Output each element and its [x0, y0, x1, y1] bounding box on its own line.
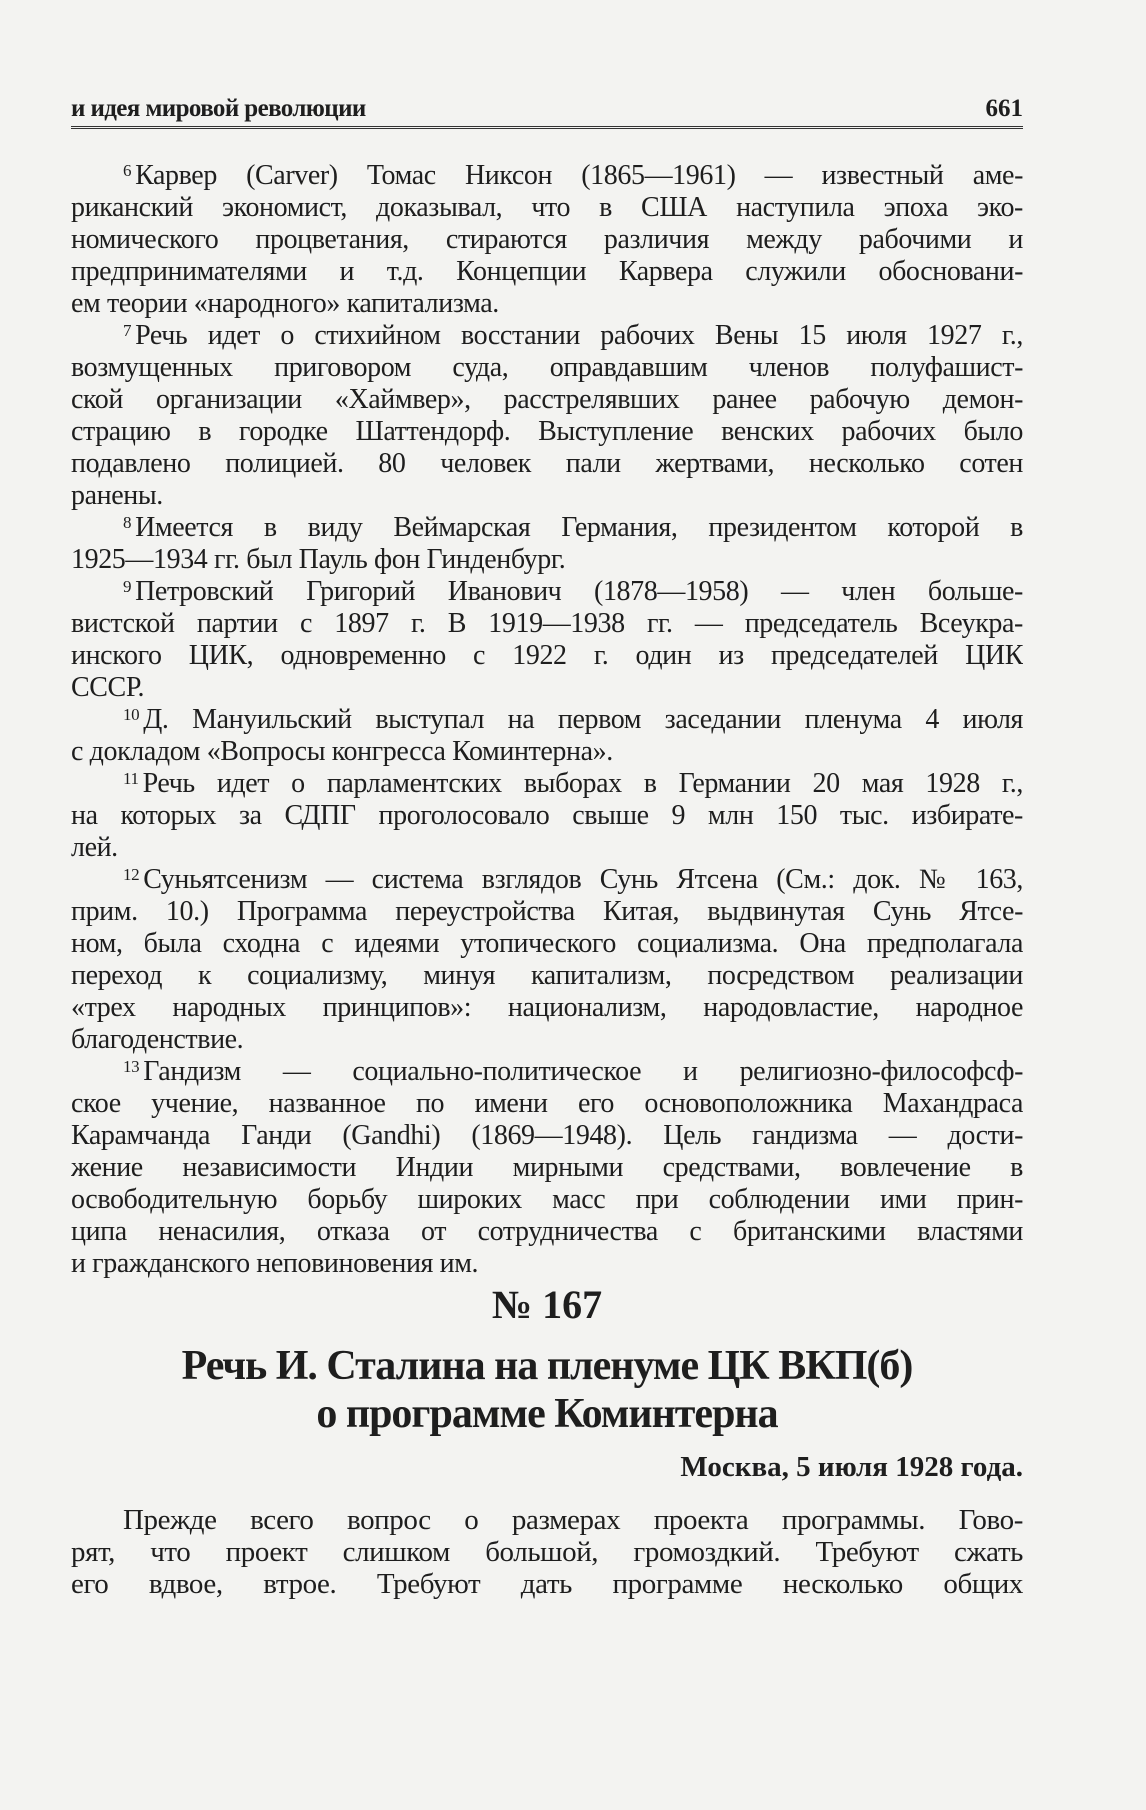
footnote-text: Суньятсенизм — система взглядов Сунь Ятсена (См.: док. № 163,	[143, 864, 1023, 895]
footnote-line	[71, 320, 1023, 352]
footnote-text: благоденствие.	[71, 1024, 244, 1055]
footnote-text: и гражданского неповиновения им.	[71, 1248, 479, 1279]
footnote-text: переход к социализму, минуя капитализм, посредством реализации	[71, 960, 1023, 991]
footnote-line	[71, 192, 1023, 224]
footnote-line	[71, 1152, 1023, 1184]
footnote-6	[71, 160, 1023, 320]
running-title: и идея мировой революции	[71, 95, 366, 122]
footnote-number: 12	[123, 865, 140, 884]
footnote-number: 11	[123, 769, 139, 788]
footnote-text: инского ЦИК, одновременно с 1922 г. один из председателей ЦИК	[71, 640, 1023, 671]
footnote-text: Карамчанда Ганди (Gandhi) (1869—1948). Цель гандизма — дости-	[71, 1120, 1023, 1151]
footnote-text: риканский экономист, доказывал, что в США наступила эпоха эко-	[71, 192, 1023, 223]
document-body	[71, 1504, 1023, 1600]
footnote-text: возмущенных приговором суда, оправдавшим членов полуфашист-	[71, 352, 1023, 383]
footnote-text: ское учение, названное по имени его основоположника Махандраса	[71, 1088, 1023, 1119]
document-title-line: о программе Коминтерна	[316, 1391, 778, 1437]
footnote-11	[71, 768, 1023, 864]
footnote-text: Гандизм — социально-политическое и религиозно-философсф-	[143, 1056, 1023, 1087]
footnote-10	[71, 704, 1023, 768]
footnote-line	[71, 256, 1023, 288]
footnote-line	[71, 1216, 1023, 1248]
footnote-text: 1925—1934 гг. был Пауль фон Гинденбург.	[71, 544, 566, 575]
footnote-line	[71, 896, 1023, 928]
document-title	[71, 1342, 1023, 1438]
footnote-text: прим. 10.) Программа переустройства Китая, выдвинутая Сунь Ятсе-	[71, 896, 1023, 927]
footnote-line	[71, 640, 1023, 672]
place-date: Москва, 5 июля 1928 года.	[680, 1451, 1023, 1483]
footnote-line	[71, 288, 1023, 320]
footnote-line	[71, 448, 1023, 480]
document-title-line: Речь И. Сталина на пленуме ЦК ВКП(б)	[181, 1343, 913, 1389]
footnote-line	[71, 608, 1023, 640]
footnote-text: номического процветания, стираются различия между рабочими и	[71, 224, 1023, 255]
footnote-text: «трех народных принципов»: национализм, народовластие, народное	[71, 992, 1023, 1023]
page-number: 661	[985, 95, 1023, 122]
footnote-text: Имеется в виду Веймарская Германия, президентом которой в	[135, 512, 1023, 543]
footnote-13	[71, 1056, 1023, 1280]
footnote-text: Петровский Григорий Иванович (1878—1958) — член больше-	[135, 576, 1023, 607]
footnote-text: страцию в городке Шаттендорф. Выступление венских рабочих было	[71, 416, 1023, 447]
footnote-text: с докладом «Вопросы конгресса Коминтерна».	[71, 736, 613, 767]
footnote-number: 7	[123, 321, 132, 340]
footnote-text: Речь идет о стихийном восстании рабочих Вены 15 июля 1927 г.,	[135, 320, 1023, 351]
document-number: № 167	[491, 1282, 603, 1327]
footnotes	[71, 160, 1023, 1280]
footnote-line	[71, 768, 1023, 800]
footnote-line	[71, 576, 1023, 608]
footnote-line	[71, 800, 1023, 832]
footnote-line	[71, 736, 1023, 768]
footnote-line	[71, 384, 1023, 416]
footnote-line	[71, 832, 1023, 864]
footnote-line	[71, 1120, 1023, 1152]
running-header	[71, 92, 1023, 129]
footnote-text: ской организации «Хаймвер», расстрелявших ранее рабочую демон-	[71, 384, 1023, 415]
footnote-line	[71, 672, 1023, 704]
footnote-line	[71, 352, 1023, 384]
footnote-text: Карвер (Carver) Томас Никсон (1865—1961) — известный аме-	[135, 160, 1023, 191]
footnote-text: предпринимателями и т.д. Концепции Карвера служили обосновани-	[71, 256, 1023, 287]
footnote-number: 6	[123, 161, 132, 180]
footnote-line	[71, 928, 1023, 960]
footnote-line	[71, 480, 1023, 512]
footnote-text: вистской партии с 1897 г. В 1919—1938 гг. — председатель Всеукра-	[71, 608, 1023, 639]
footnote-text: освободительную борьбу широких масс при соблюдении ими прин-	[71, 1184, 1023, 1215]
footnote-line	[71, 1248, 1023, 1280]
footnote-line	[71, 1088, 1023, 1120]
footnote-line	[71, 416, 1023, 448]
body-line: рят, что проект слишком большой, громоздкий. Требуют сжать	[71, 1536, 1023, 1568]
footnote-line	[71, 160, 1023, 192]
footnote-text: жение независимости Индии мирными средствами, вовлечение в	[71, 1152, 1023, 1183]
footnote-text: подавлено полицией. 80 человек пали жертвами, несколько сотен	[71, 448, 1023, 479]
footnote-line	[71, 512, 1023, 544]
footnote-12	[71, 864, 1023, 1056]
footnote-line	[71, 864, 1023, 896]
footnote-line	[71, 704, 1023, 736]
footnote-line	[71, 1184, 1023, 1216]
footnote-text: Д. Мануильский выступал на первом заседании пленума 4 июля	[143, 704, 1023, 735]
footnote-number: 10	[123, 705, 140, 724]
footnote-text: ем теории «народного» капитализма.	[71, 288, 499, 319]
footnote-number: 8	[123, 513, 132, 532]
footnote-text: Речь идет о парламентских выборах в Германии 20 мая 1928 г.,	[142, 768, 1023, 799]
footnote-9	[71, 576, 1023, 704]
footnote-line	[71, 992, 1023, 1024]
body-line: Прежде всего вопрос о размерах проекта программы. Гово-	[123, 1504, 1023, 1536]
footnote-text: на которых за СДПГ проголосовало свыше 9 млн 150 тыс. избирате-	[71, 800, 1023, 831]
footnote-8	[71, 512, 1023, 576]
footnote-text: СССР.	[71, 672, 145, 703]
footnote-text: ранены.	[71, 480, 163, 511]
footnote-7	[71, 320, 1023, 512]
footnote-text: лей.	[71, 832, 118, 863]
footnote-number: 9	[123, 577, 132, 596]
footnote-line	[71, 224, 1023, 256]
footnote-line	[71, 1056, 1023, 1088]
footnote-text: ном, была сходна с идеями утопического социализма. Она предполагала	[71, 928, 1023, 959]
footnote-number: 13	[123, 1057, 140, 1076]
footnote-line	[71, 544, 1023, 576]
footnote-line	[71, 960, 1023, 992]
body-line: его вдвое, втрое. Требуют дать программе несколько общих	[71, 1568, 1023, 1600]
footnote-text: ципа ненасилия, отказа от сотрудничества с британскими властями	[71, 1216, 1023, 1247]
footnote-line	[71, 1024, 1023, 1056]
